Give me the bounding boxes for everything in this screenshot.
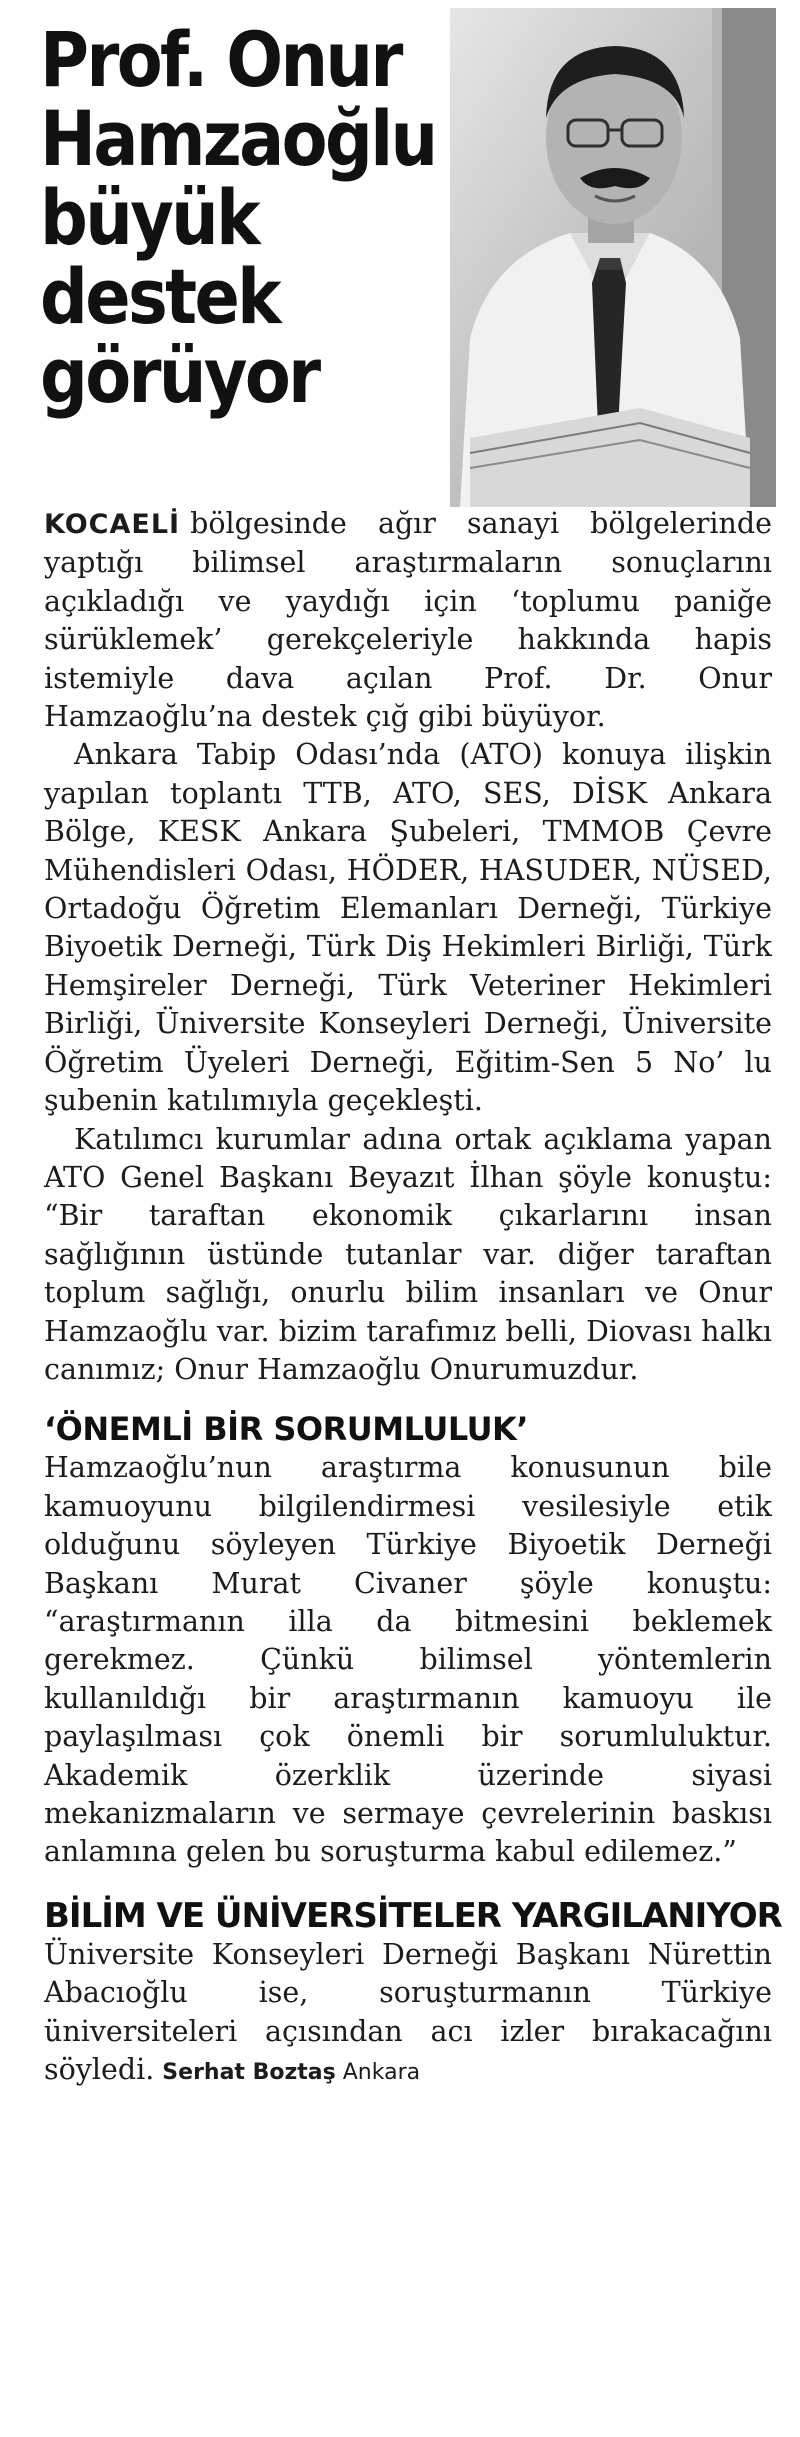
article-paragraph [44, 505, 772, 736]
dateline: KOCAELİ [44, 509, 181, 540]
article-body [44, 505, 782, 2092]
headline [40, 15, 436, 420]
article-paragraph [44, 1936, 772, 2093]
article-paragraph: Katılımcı kurumlar adına ortak açıklama yapan ATO Genel Başkanı Beyazıt İlhan şöyle konuştu: “Bir taraftan ekonomik çıkarlarını insan sağlığının üstünde tutanlar var. diğer taraftan toplum sağlığı, onurlu bilim insanları ve Onur Hamzaoğlu var. bizim tarafımız belli, Diovası halkı canımız; Onur Hamzaoğlu Onurumuzdur. [44, 1122, 772, 1386]
portrait-illustration [450, 8, 776, 507]
portrait-photo [450, 8, 776, 507]
headline-line: görüyor [40, 331, 319, 420]
byline [162, 2060, 420, 2085]
article-paragraph: Ankara Tabip Odası’nda (ATO) konuya ilişkin yapılan toplantı TTB, ATO, SES, DİSK Ankara Bölge, KESK Ankara Şubeleri, TMMOB Çevre Mühendisleri Odası, HÖDER, HASUDER, NÜSED, Ortadoğu Öğretim Elemanları Derneği, Türkiye Biyoetik Derneği, Türk Diş Hekimleri Birliği, Türk Hemşireler Derneği, Türk Veteriner Hekimleri Birliği, Üniversite Konseyleri Derneği, Üniversite Öğretim Üyeleri Derneği, Eğitim-Sen 5 No’ lu şubenin katılımıyla geçekleşti. [44, 738, 772, 1118]
headline-line: destek [40, 252, 280, 341]
subheading: BİLİM VE ÜNİVERSİTELER YARGILANIYOR [44, 1895, 782, 1936]
article-paragraph: Hamzaoğlu’nun araştırma konusunun bile kamuoyunu bilgilendirmesi vesilesiyle etik olduğunu söyleyen Türkiye Biyoetik Derneği Başkanı Murat Civaner şöyle konuştu: “araştırmanın illa da bitmesini beklemek gerekmez. Çünkü bilimsel yöntemlerin kullanıldığı bir araştırmanın kamuoyu ile paylaşılması çok önemli bir sorumluluktur. Akademik özerklik üzerinde siyasi mekanizmaların ve sermaye çevrelerinin baskısı anlamına gelen bu soruşturma kabul edilemez.” [44, 1451, 772, 1869]
byline-name: Serhat Boztaş [162, 2060, 336, 2086]
paragraph-text: bölgesinde ağır sanayi bölgelerinde yaptığı bilimsel araştırmaların sonuçlarını açıkladığı ve yaydığı için ‘toplumu paniğe sürüklemek’ gerekçeleriyle hakkında hapis istemiyle dava açılan Prof. Dr. Onur Hamzaoğlu’na destek çığ gibi büyüyor. [44, 507, 772, 734]
paragraph-text: Üniversite Konseyleri Derneği Başkanı Nürettin Abacıoğlu ise, soruşturmanın Türkiye üniversiteleri açısından acı izler bırakacağını söyledi. [44, 1937, 772, 2087]
subheading: ‘ÖNEMLİ BİR SORUMLULUK’ [44, 1410, 528, 1449]
byline-city: Ankara [342, 2060, 421, 2086]
headline-line: Prof. Onur [40, 15, 401, 104]
headline-line: büyük [40, 173, 258, 262]
headline-line: Hamzaoğlu [40, 94, 436, 183]
